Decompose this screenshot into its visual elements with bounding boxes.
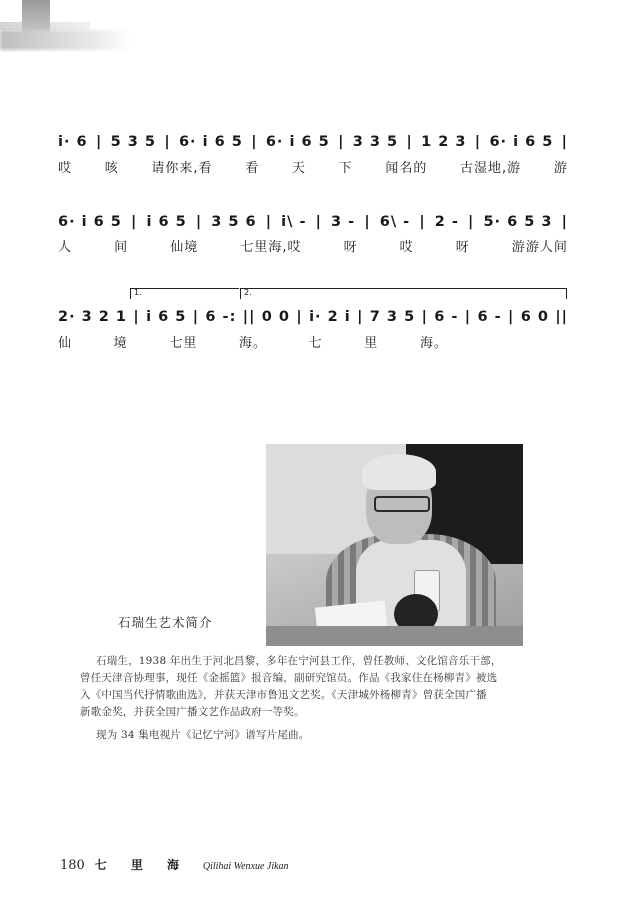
note-group-5: | (251, 134, 258, 150)
note-group-8: 3 3 5 (352, 134, 399, 150)
journal-subtitle: Qilihai Wenxue Jikan (202, 861, 289, 872)
note-group-0: i· 6 (58, 134, 88, 150)
note-group-12: 2 - (434, 214, 459, 230)
note-group-3: | (164, 134, 171, 150)
note-group-0: 6· i 6 5 (58, 214, 122, 230)
page-number: 180 (60, 858, 85, 873)
lyric-3: 海。 (238, 336, 267, 351)
note-group-7: | (296, 309, 303, 325)
score-line-3 (58, 303, 568, 325)
lyric-6: 呀 (455, 240, 470, 255)
note-group-6: 6· i 6 5 (265, 134, 330, 150)
lyric-0: 仙 (58, 336, 73, 351)
note-group-16: 6 0 (520, 309, 549, 325)
note-group-1: | (95, 134, 103, 150)
page-footer (60, 856, 289, 873)
lyric-4: 天 (291, 161, 306, 176)
note-group-9: | (406, 134, 413, 150)
lyric-line-1 (58, 157, 568, 175)
note-group-4: 6· i 6 5 (178, 134, 243, 150)
note-group-9: | (364, 214, 371, 230)
note-group-10: 7 3 5 (369, 309, 416, 325)
note-group-12: 6· i 6 5 (489, 134, 554, 150)
section-title: 石瑞生艺术简介 (118, 615, 213, 630)
lyric-line-3 (58, 332, 448, 350)
lyric-6: 闻名的 (385, 161, 428, 176)
lyric-6: 海。 (419, 336, 448, 351)
note-group-5: | (265, 214, 273, 230)
note-group-7: | (338, 134, 345, 150)
volta-second-ending (240, 288, 567, 299)
note-group-13: | (464, 309, 472, 325)
lyric-0: 人 (58, 240, 73, 255)
author-photo (266, 444, 523, 646)
score-line-1 (58, 128, 568, 150)
note-group-10: 1 2 3 (421, 134, 467, 150)
note-group-11: | (419, 214, 426, 230)
lyric-1: 间 (114, 240, 129, 255)
note-group-0: 2· 3 2 1 (58, 309, 128, 325)
lyric-5: 下 (338, 161, 353, 176)
note-group-13: | (468, 214, 475, 230)
note-group-4: 3 5 6 (211, 214, 257, 230)
note-group-6: i\ - (281, 214, 307, 230)
note-group-6: 0 0 (261, 309, 290, 325)
lyric-2: 仙境 (170, 240, 199, 255)
bio-line-4: 新歌金奖，并获全国广播文艺作品政府一等奖。 (80, 706, 305, 718)
note-group-10: 6\ - (379, 214, 411, 230)
lyric-1: 咳 (104, 161, 119, 176)
note-group-2: i 6 5 (146, 309, 187, 325)
volta-first-label: 1. (134, 288, 142, 297)
bio-line-1: 石瑞生，1938 年出生于河北昌黎，多年在宁河县工作，曾任教师、文化馆音乐干部， (96, 655, 502, 667)
lyric-3: 看 (245, 161, 260, 176)
journal-title: 七 里 海 (94, 858, 190, 872)
note-group-2: i 6 5 (146, 214, 187, 230)
lyric-0: 哎 (58, 161, 73, 176)
lyric-2: 请你来,看 (151, 161, 213, 176)
volta-first-ending (130, 288, 239, 299)
note-group-9: | (357, 309, 364, 325)
note-group-3: | (192, 309, 200, 325)
lyric-7: 古湿地,游 (460, 161, 522, 176)
note-group-8: 3 - (331, 214, 356, 230)
note-group-17: || (555, 309, 568, 325)
lyric-4: 七 (308, 336, 323, 351)
note-group-7: | (315, 214, 322, 230)
note-group-15: | (561, 214, 568, 230)
lyric-5: 哎 (399, 240, 414, 255)
bio-line-5: 现为 34 集电视片《记忆宁河》谱写片尾曲。 (96, 729, 310, 741)
bio-line-2: 曾任天津音协理事，现任《金摇篮》报音编，副研究馆员。作品《我家住在杨柳青》被选 (80, 672, 498, 684)
note-group-11: | (421, 309, 428, 325)
note-group-3: | (195, 214, 203, 230)
note-group-2: 5 3 5 (110, 134, 156, 150)
lyric-1: 境 (113, 336, 128, 351)
note-group-15: | (508, 309, 515, 325)
lyric-7: 游游人间 (511, 240, 568, 255)
note-group-5: || (242, 309, 256, 325)
lyric-8: 游 (553, 161, 568, 176)
lyric-4: 呀 (343, 240, 358, 255)
note-group-1: | (133, 309, 140, 325)
score-line-2 (58, 208, 568, 230)
note-group-4: 6 -: (205, 309, 237, 325)
corner-decoration-image (0, 0, 130, 52)
lyric-2: 七里 (169, 336, 198, 351)
lyric-3: 七里海,哎 (240, 240, 302, 255)
lyric-line-2 (58, 236, 568, 254)
note-group-12: 6 - (434, 309, 459, 325)
volta-second-label: 2. (244, 288, 252, 297)
bio-line-3: 入《中国当代抒情歌曲选》，并获天津市鲁迅文艺奖。《天津城外杨柳青》曾获全国广播 (80, 689, 487, 701)
note-group-14: 6 - (477, 309, 502, 325)
note-group-8: i· 2 i (309, 309, 351, 325)
note-group-1: | (131, 214, 138, 230)
lyric-5: 里 (364, 336, 379, 351)
note-group-14: 5· 6 5 3 (483, 214, 553, 230)
note-group-11: | (474, 134, 482, 150)
note-group-13: | (561, 134, 568, 150)
